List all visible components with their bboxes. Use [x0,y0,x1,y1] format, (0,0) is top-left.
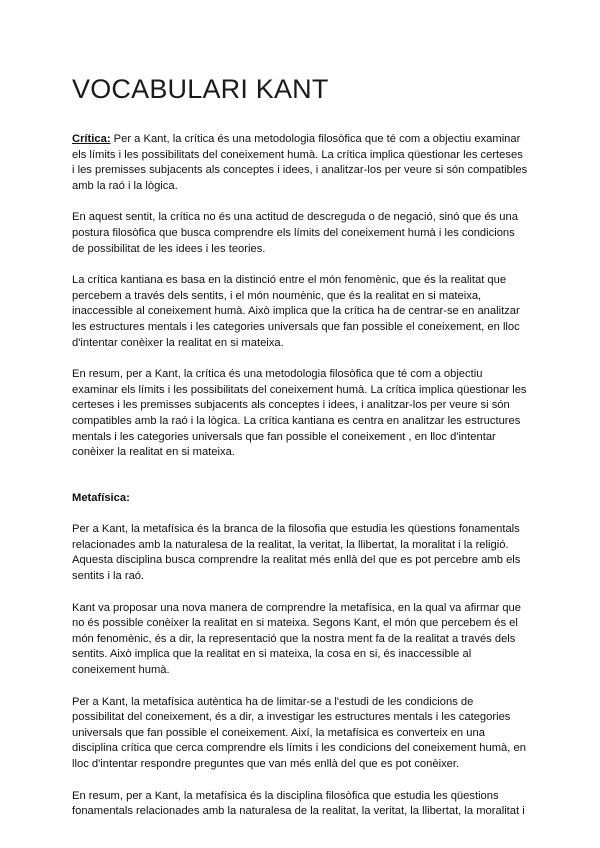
metafisica-paragraph-3: Per a Kant, la metafísica autèntica ha de limitar-se a l'estudi de les condicions de possibilitat del coneixement, és a dir, a investigar les estructures mentals i les categories universals que fan possible el coneixement. Així, la metafísica es converteix en una disciplina crítica que cerca comprendre els límits i les condicions del coneixement humà, en lloc d'intentar respondre preguntes que van més enllà del que es pot conèixer. [72,695,526,770]
critica-definition: Per a Kant, la crítica és una metodologia filosòfica que té com a objectiu examinar els límits i les possibilitats del coneixement humà. La crítica implica qüestionar les certeses i les premisses subjacents als conceptes i idees, i analitzar-los per veure si són compatibles amb la raó i la lògica. [72,133,528,192]
critica-paragraph-4: En resum, per a Kant, la crítica és una metodologia filosòfica que té com a objectiu examinar els límits i les possibilitats del coneixement humà. La crítica implica qüestionar les certeses i les premisses subjacents als conceptes i idees, i analitzar-los per veure si són compatibles amb la raó i la lògica. La crítica kantiana es centra en analitzar les estructures mentals i les categories universals que fan possible el coneixement , en lloc d'intentar conèixer la realitat en si mateixa. [72,368,527,459]
critica-paragraph-2: En aquest sentit, la crítica no és una actitud de descreguda o de negació, sinó que és una postura filosòfica que busca comprendre els límits del coneixement humà i les condicions de possibilitat de les idees i les teories. [72,211,518,255]
critica-paragraph-3: La crítica kantiana es basa en la distinció entre el món fenomènic, que és la realitat que percebem a través dels sentits, i el món noumènic, que és la realitat en si mateixa, inaccessible al coneixement humà. Això implica que la crítica ha de centrar-se en analitzar les estructures mentals i les categories universals que fan possible el coneixement, en lloc d'intentar conèixer la realitat en si mateixa. [72,274,520,349]
metafisica-paragraph-2: Kant va proposar una nova manera de comprendre la metafísica, en la qual va afirmar que no és possible conèixer la realitat en si mateixa. Segons Kant, el món que percebem és el món fenomènic, és a dir, la representació que la nostra ment fa de la realitat a través dels sentits. Això implica que la realitat en si mateixa, la cosa en si, és inaccessible al coneixement humà. [72,601,521,677]
metafisica-heading: Metafísica: [72,491,130,504]
metafisica-paragraph-4: En resum, per a Kant, la metafísica és la disciplina filosòfica que estudia les qüestions fonamentals relacionades amb la naturalesa de la realitat, la veritat, la llibertat, la moralitat i [72,789,525,818]
metafisica-paragraph-1: Per a Kant, la metafísica és la branca de la filosofia que estudia les qüestions fonamentals relacionades amb la naturalesa de la realitat, la veritat, la llibertat, la moralitat i la religió. Aquesta disciplina busca comprendre la realitat més enllà del que es pot percebre amb els sentits i la raó. [72,523,521,583]
document-title: VOCABULARI KANT [72,74,329,104]
critica-paragraph-1 [72,132,528,194]
critica-term: Crítica: [72,133,111,145]
